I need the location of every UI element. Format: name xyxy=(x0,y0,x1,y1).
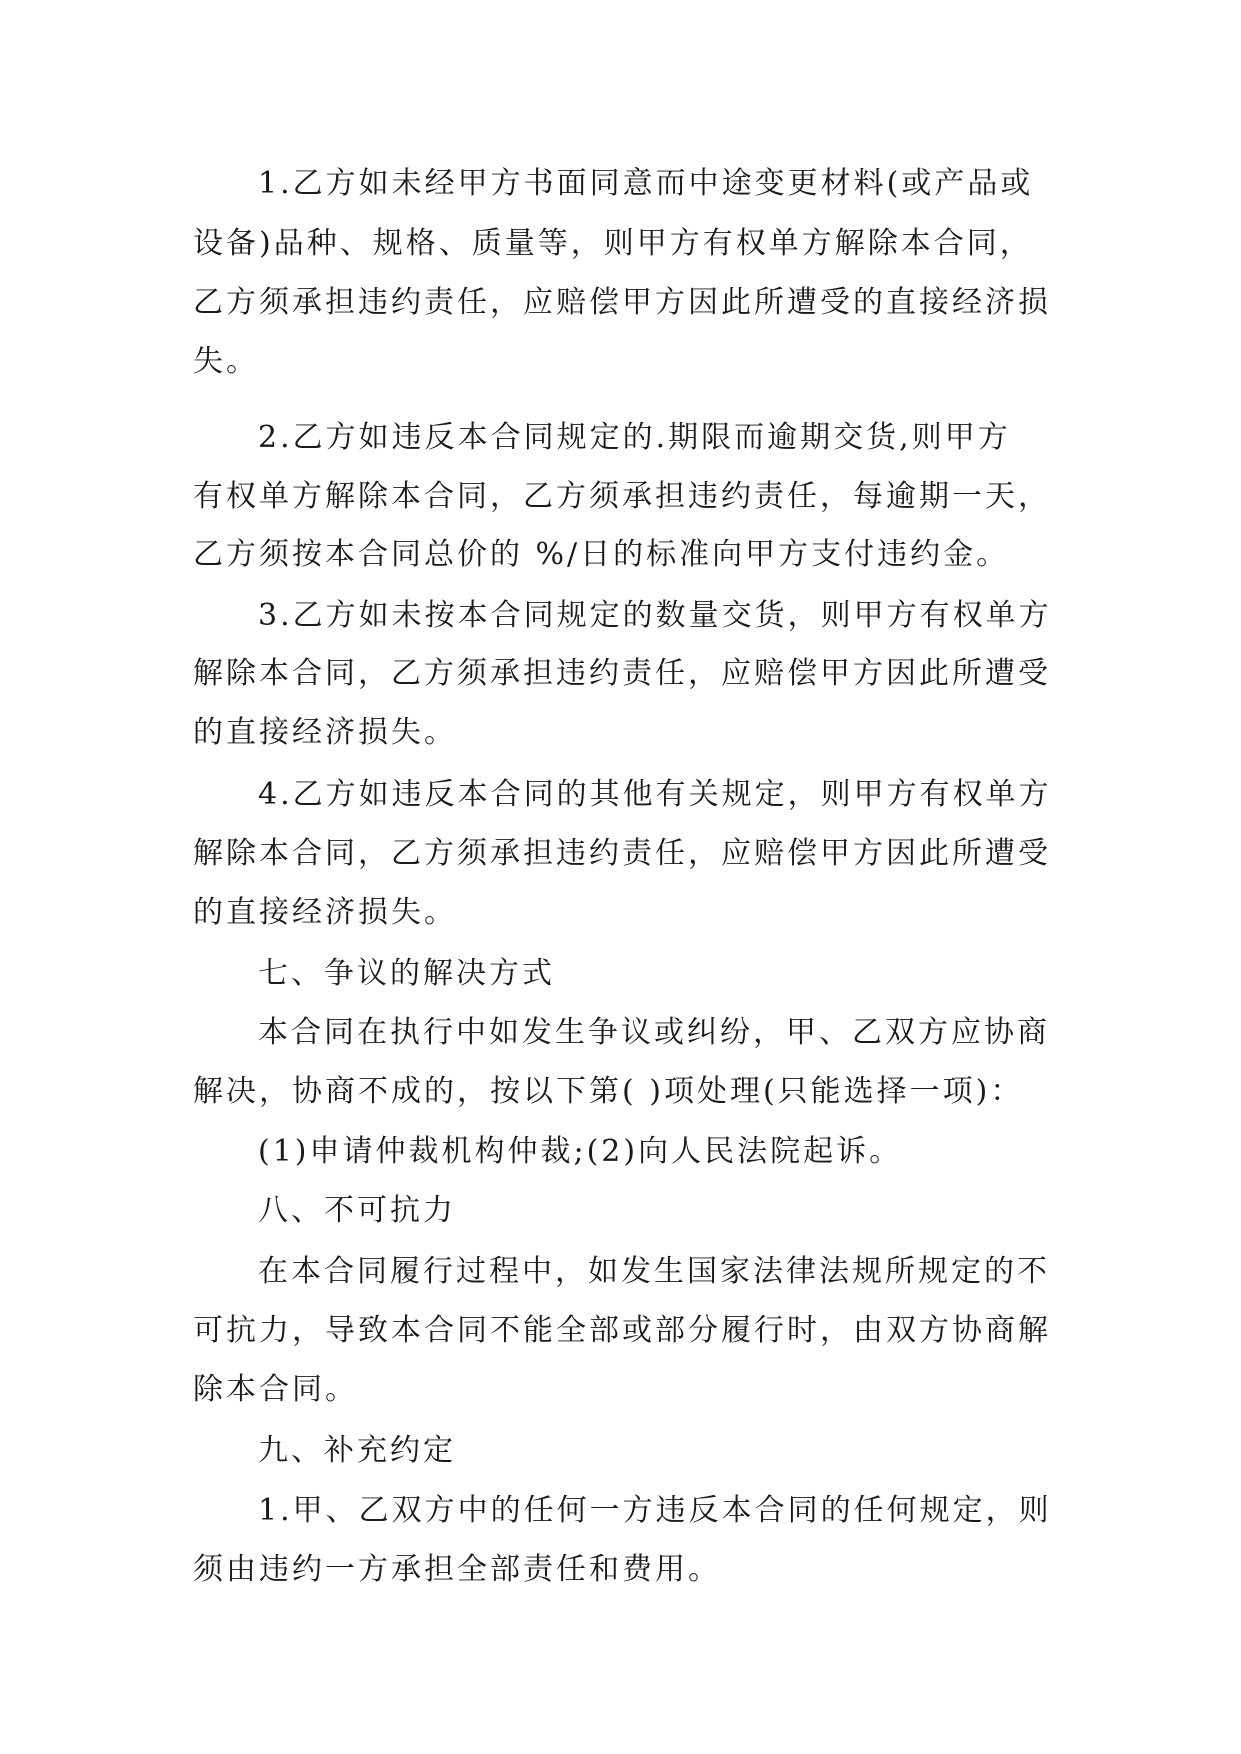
clause-6-3-line-1: 3.乙方如未按本合同规定的数量交货，则甲方有权单方 xyxy=(258,598,1052,633)
clause-6-3-line-2: 解除本合同，乙方须承担违约责任，应赔偿甲方因此所遭受 xyxy=(193,656,1051,691)
clause-6-4-line-2: 解除本合同，乙方须承担违约责任，应赔偿甲方因此所遭受 xyxy=(193,836,1051,871)
clause-6-1-line-4: 失。 xyxy=(193,344,259,379)
clause-6-4-line-3: 的直接经济损失。 xyxy=(193,895,457,930)
section-9-1-line-2: 须由违约一方承担全部责任和费用。 xyxy=(193,1552,721,1587)
clause-6-1-line-3: 乙方须承担违约责任，应赔偿甲方因此所遭受的直接经济损 xyxy=(193,285,1051,320)
clause-6-3-line-3: 的直接经济损失。 xyxy=(193,715,457,750)
section-8-body-line-1: 在本合同履行过程中，如发生国家法律法规所规定的不 xyxy=(258,1254,1050,1289)
clause-6-1-line-2: 设备)品种、规格、质量等，则甲方有权单方解除本合同， xyxy=(193,226,1033,261)
section-7-body-line-2: 解决，协商不成的，按以下第( )项处理(只能选择一项)： xyxy=(193,1074,1024,1109)
section-9-1-line-1: 1.甲、乙双方中的任何一方违反本合同的任何规定，则 xyxy=(258,1493,1052,1528)
clause-6-2-line-3: 乙方须按本合同总价的 %/日的标准向甲方支付违约金。 xyxy=(193,537,1010,572)
clause-6-1-line-1: 1.乙方如未经甲方书面同意而中途变更材料(或产品或 xyxy=(258,166,1034,201)
section-8-body-line-3: 除本合同。 xyxy=(193,1372,358,1407)
clause-6-2-line-2: 有权单方解除本合同，乙方须承担违约责任，每逾期一天， xyxy=(193,479,1051,514)
section-9-heading: 九、补充约定 xyxy=(258,1433,456,1468)
clause-6-4-line-1: 4.乙方如违反本合同的其他有关规定，则甲方有权单方 xyxy=(258,777,1052,812)
section-7-body-line-1: 本合同在执行中如发生争议或纠纷，甲、乙双方应协商 xyxy=(258,1015,1050,1050)
clause-6-2-line-1: 2.乙方如违反本合同规定的.期限而逾期交货,则甲方 xyxy=(258,420,1011,455)
section-8-body-line-2: 可抗力，导致本合同不能全部或部分履行时，由双方协商解 xyxy=(193,1313,1051,1348)
section-8-heading: 八、不可抗力 xyxy=(258,1193,456,1228)
section-7-heading: 七、争议的解决方式 xyxy=(258,956,555,991)
section-7-options: (1)申请仲裁机构仲裁;(2)向人民法院起诉。 xyxy=(258,1134,903,1169)
